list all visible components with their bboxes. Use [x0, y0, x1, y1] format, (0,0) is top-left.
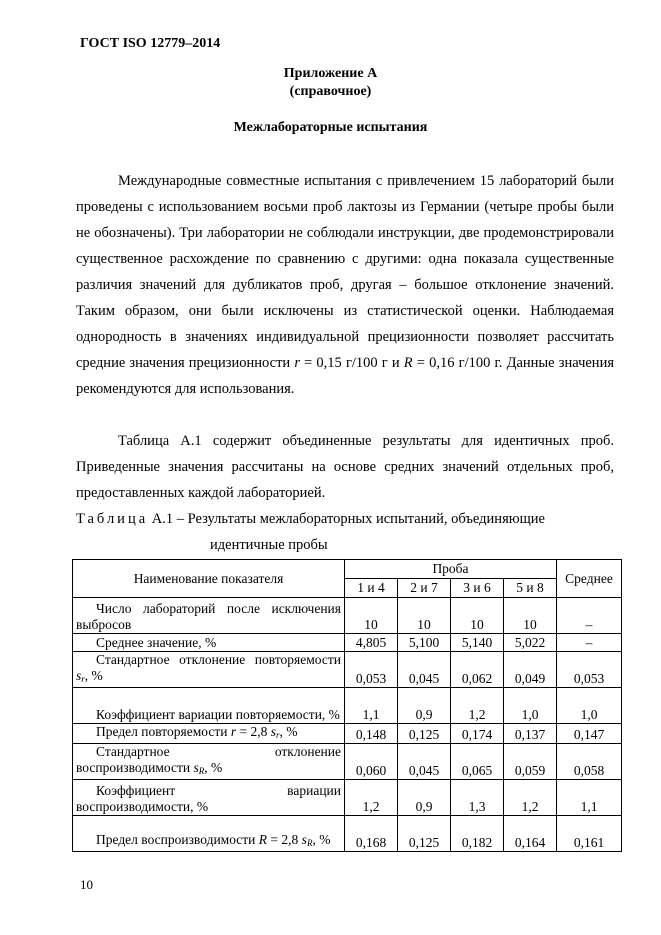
indicator-name-cell: Коэффициент вариации повторяемости, %	[73, 688, 345, 724]
sample-value-cell: 0,059	[504, 744, 557, 780]
table-caption-dash: –	[176, 511, 184, 527]
standard-header: ГОСТ ISO 12779–2014	[80, 36, 221, 51]
sample-value-cell: 1,2	[451, 688, 504, 724]
table-caption	[76, 506, 614, 532]
indicator-name-cell: Стандартное отклонение повторяемости $s_r$, %	[73, 652, 345, 688]
sample-value-cell: 0,125	[398, 816, 451, 852]
table-row	[73, 598, 622, 634]
sample-value-cell: 0,9	[398, 688, 451, 724]
table-row	[73, 816, 622, 852]
sample-value-cell: 10	[451, 598, 504, 634]
mean-value-cell: –	[557, 598, 622, 634]
sample-value-cell: 0,9	[398, 780, 451, 816]
table-row	[73, 634, 622, 652]
table-row	[73, 780, 622, 816]
sample-value-cell: 0,125	[398, 724, 451, 744]
sample-value-cell: 5,140	[451, 634, 504, 652]
table-caption-number: А.1	[151, 511, 174, 527]
sample-value-cell: 0,045	[398, 744, 451, 780]
table-row	[73, 688, 622, 724]
header-sample-column: 2 и 7	[398, 579, 451, 598]
sample-value-cell: 1,3	[451, 780, 504, 816]
sample-value-cell: 0,164	[504, 816, 557, 852]
mean-value-cell: 0,161	[557, 816, 622, 852]
indicator-name-cell: Число лабораторий после исключения выбросов	[73, 598, 345, 634]
indicator-name-cell: Предел воспроизводимости R = 2,8 $s_R$, %	[73, 816, 345, 852]
page-number: 10	[80, 877, 93, 892]
indicator-name-cell: Стандартное отклонение воспроизводимости $s_R$, %	[73, 744, 345, 780]
sample-value-cell: 0,049	[504, 652, 557, 688]
mean-value-cell: 0,053	[557, 652, 622, 688]
sample-value-cell: 1,2	[504, 780, 557, 816]
sample-value-cell: 10	[504, 598, 557, 634]
mean-value-cell: 1,0	[557, 688, 622, 724]
indicator-name-cell: Коэффициент вариации воспроизводимости, %	[73, 780, 345, 816]
indicator-name-cell: Среднее значение, %	[73, 634, 345, 652]
sample-value-cell: 10	[398, 598, 451, 634]
mean-value-cell: –	[557, 634, 622, 652]
section-title: Межлабораторные испытания	[233, 120, 428, 135]
sample-value-cell: 5,100	[398, 634, 451, 652]
mean-value-cell: 0,058	[557, 744, 622, 780]
mean-value-cell: 0,147	[557, 724, 622, 744]
header-sample: Проба	[345, 560, 557, 579]
sample-value-cell: 1,1	[345, 688, 398, 724]
header-indicator-name: Наименование показателя	[73, 560, 345, 598]
paragraph-table-description: Таблица А.1 содержит объединенные результаты для идентичных проб. Приведенные значения рассчитаны на основе средних значений отдельных проб, предоставленных каждой лабораторией.	[76, 433, 614, 501]
header-sample-column: 5 и 8	[504, 579, 557, 598]
table-row	[73, 744, 622, 780]
table-caption-text-line2: идентичные пробы	[210, 537, 328, 553]
sample-value-cell: 10	[345, 598, 398, 634]
sample-value-cell: 1,0	[504, 688, 557, 724]
header-sample-column: 3 и 6	[451, 579, 504, 598]
sample-value-cell: 1,2	[345, 780, 398, 816]
table-row	[73, 724, 622, 744]
appendix-title: Приложение А	[283, 66, 378, 81]
table-caption-label: Таблица	[76, 511, 149, 527]
sample-value-cell: 4,805	[345, 634, 398, 652]
sample-value-cell: 0,045	[398, 652, 451, 688]
results-table	[72, 559, 622, 852]
indicator-name-cell: Предел повторяемости r = 2,8 $s_r$, %	[73, 724, 345, 744]
sample-value-cell: 0,148	[345, 724, 398, 744]
header-sample-column: 1 и 4	[345, 579, 398, 598]
sample-value-cell: 5,022	[504, 634, 557, 652]
header-mean: Среднее	[557, 560, 622, 598]
sample-value-cell: 0,060	[345, 744, 398, 780]
table-caption-text-line1: Результаты межлабораторных испытаний, объединяющие	[187, 511, 545, 527]
sample-value-cell: 0,053	[345, 652, 398, 688]
paragraph-intro: Международные совместные испытания с привлечением 15 лабораторий были проведены с использованием восьми проб лактозы из Германии (четыре пробы были не обозначены). Три лаборатории не соблюдали инструкции, две продемонстрировали существенное расхождение по сравнению с другими: одна показала существенные различия значений для дубликатов проб, другая – большое отклонение значений. Таким образом, они были исключены из статистической оценки. Наблюдаемая однородность в значениях индивидуальной прецизионности позволяет рассчитать средние значения прецизионности r = 0,15 г/100 г и R = 0,16 г/100 г. Данные значения рекомендуются для использования.	[76, 173, 614, 397]
sample-value-cell: 0,062	[451, 652, 504, 688]
sample-value-cell: 0,174	[451, 724, 504, 744]
sample-value-cell: 0,168	[345, 816, 398, 852]
sample-value-cell: 0,137	[504, 724, 557, 744]
sample-value-cell: 0,065	[451, 744, 504, 780]
appendix-subtitle: (справочное)	[289, 84, 372, 99]
mean-value-cell: 1,1	[557, 780, 622, 816]
table-row	[73, 652, 622, 688]
sample-value-cell: 0,182	[451, 816, 504, 852]
